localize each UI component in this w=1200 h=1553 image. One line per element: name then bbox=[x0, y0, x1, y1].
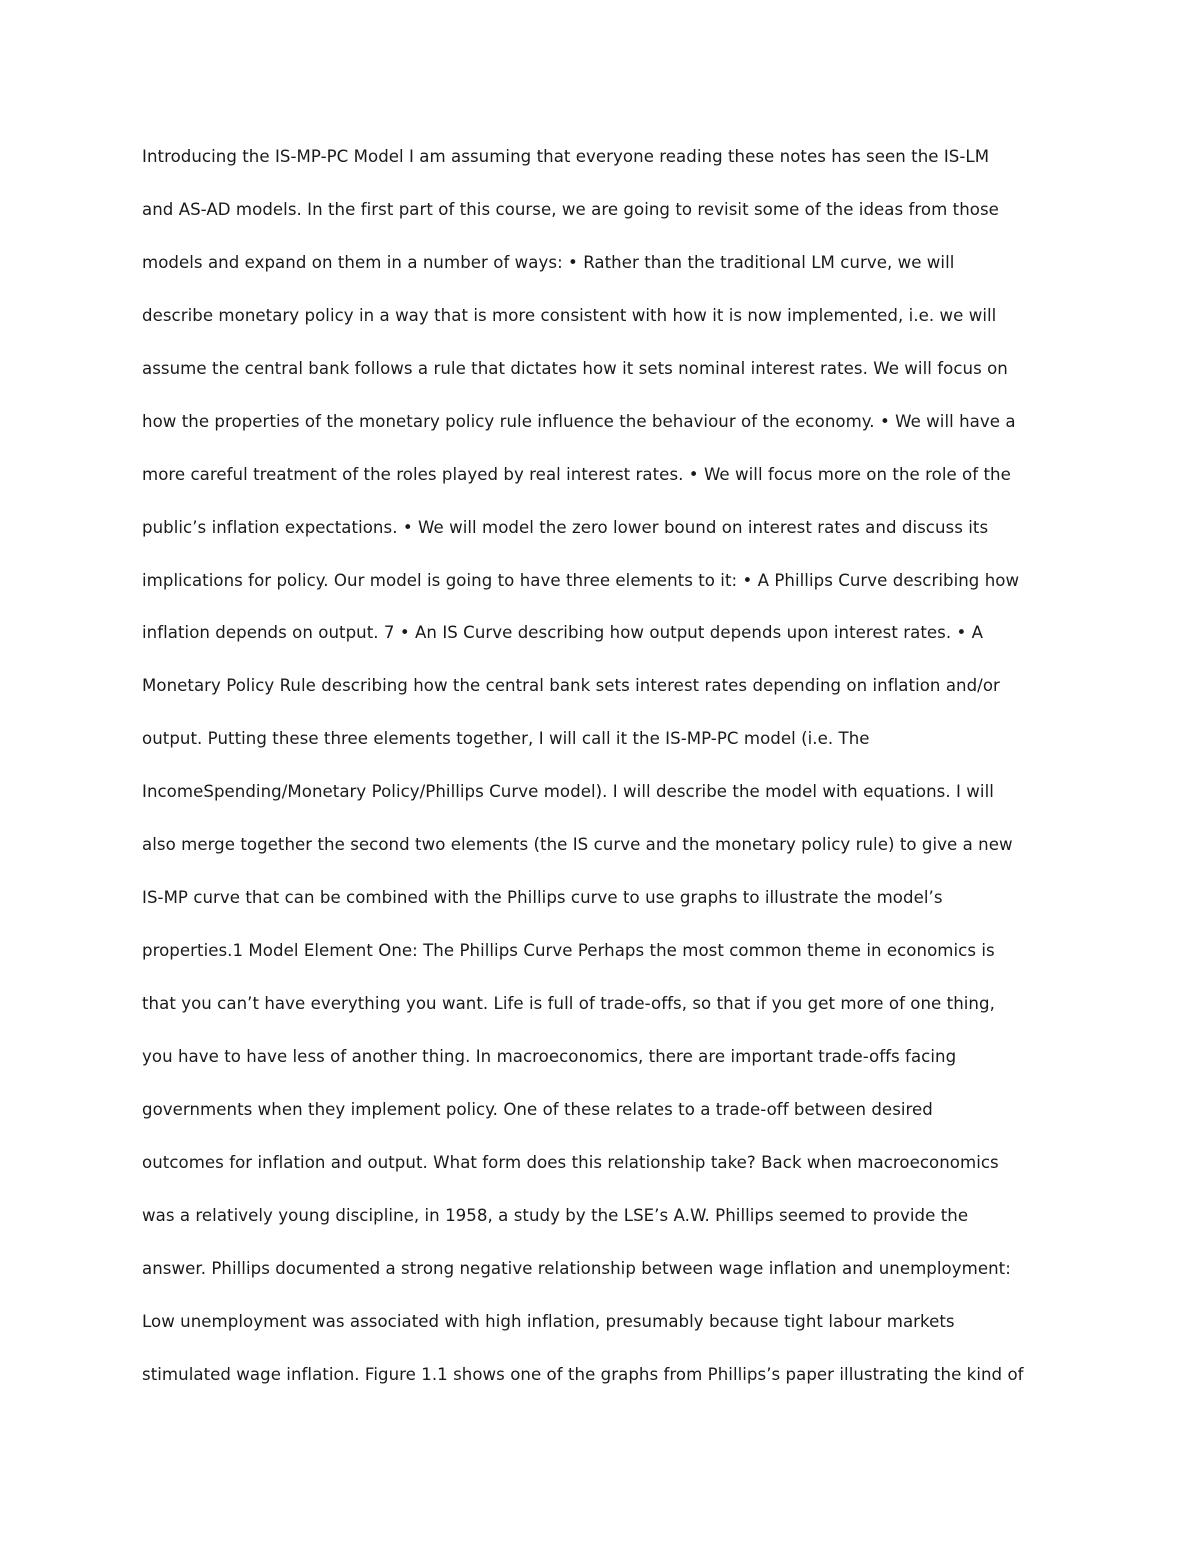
text-line: inflation depends on output. 7 • An IS Curve describing how output depends upon interest rates. • A bbox=[142, 623, 984, 643]
text-line: governments when they implement policy. One of these relates to a trade-off between desired bbox=[142, 1099, 933, 1119]
text-line: and AS-AD models. In the first part of this course, we are going to revisit some of the ideas from those bbox=[142, 199, 999, 219]
text-line: answer. Phillips documented a strong negative relationship between wage inflation and unemployment: bbox=[142, 1258, 1011, 1278]
text-line: properties.1 Model Element One: The Phillips Curve Perhaps the most common theme in economics is bbox=[142, 941, 995, 961]
text-line: Low unemployment was associated with high inflation, presumably because tight labour markets bbox=[142, 1311, 955, 1331]
text-line: that you can’t have everything you want. Life is full of trade-offs, so that if you get more of one thing, bbox=[142, 994, 995, 1013]
text-line: public’s inflation expectations. • We will model the zero lower bound on interest rates and discuss its bbox=[142, 517, 989, 537]
text-line: outcomes for inflation and output. What form does this relationship take? Back when macroeconomics bbox=[142, 1152, 999, 1172]
text-line: models and expand on them in a number of ways: • Rather than the traditional LM curve, we will bbox=[142, 252, 955, 272]
document-body bbox=[142, 141, 1072, 1412]
text-line: stimulated wage inflation. Figure 1.1 shows one of the graphs from Phillips’s paper illustrating the kind of bbox=[142, 1364, 1024, 1384]
text-line: assume the central bank follows a rule that dictates how it sets nominal interest rates. We will focus on bbox=[142, 358, 1008, 378]
text-line: Introducing the IS-MP-PC Model I am assuming that everyone reading these notes has seen the IS-LM bbox=[142, 147, 990, 166]
text-line: implications for policy. Our model is going to have three elements to it: • A Phillips Curve describing how bbox=[142, 570, 1020, 590]
text-line: IncomeSpending/Monetary Policy/Phillips Curve model). I will describe the model with equations. I will bbox=[142, 782, 994, 802]
text-line: IS-MP curve that can be combined with the Phillips curve to use graphs to illustrate the model’s bbox=[142, 888, 943, 908]
text-line: output. Putting these three elements together, I will call it the IS-MP-PC model (i.e. The bbox=[142, 729, 870, 749]
text-line: more careful treatment of the roles played by real interest rates. • We will focus more on the role of the bbox=[142, 464, 1011, 484]
text-line: was a relatively young discipline, in 1958, a study by the LSE’s A.W. Phillips seemed to provide the bbox=[142, 1205, 969, 1225]
text-line: describe monetary policy in a way that is more consistent with how it is now implemented, i.e. we will bbox=[142, 305, 997, 325]
text-line: Monetary Policy Rule describing how the central bank sets interest rates depending on inflation and/or bbox=[142, 676, 1000, 696]
text-line: how the properties of the monetary policy rule influence the behaviour of the economy. • We will have a bbox=[142, 411, 1016, 431]
text-line: you have to have less of another thing. In macroeconomics, there are important trade-offs facing bbox=[142, 1046, 957, 1066]
text-line: also merge together the second two elements (the IS curve and the monetary policy rule) to give a new bbox=[142, 835, 1013, 855]
